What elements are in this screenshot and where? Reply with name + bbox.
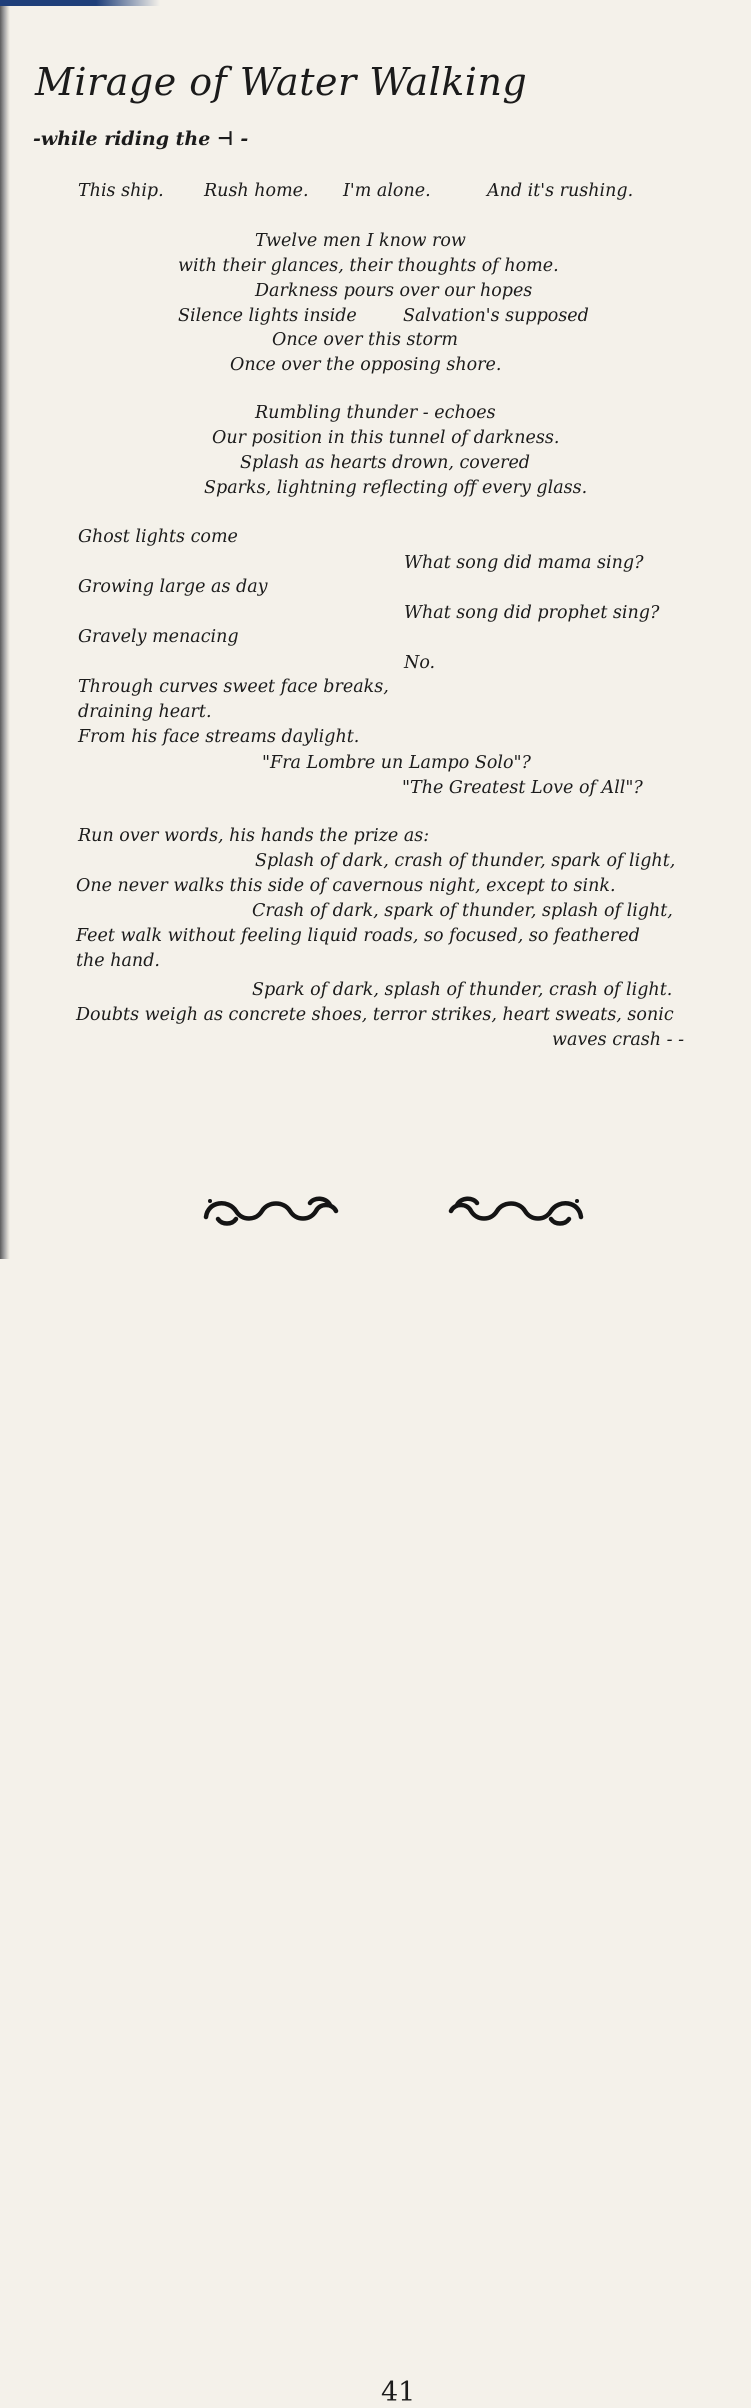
poem-line: "The Greatest Love of All"? — [402, 778, 643, 798]
poem-line: Silence lights inside — [178, 306, 357, 326]
poem-line: draining heart. — [78, 702, 212, 722]
poem-line: Through curves sweet face breaks, — [78, 677, 389, 697]
poem-line: From his face streams daylight. — [78, 727, 360, 747]
poem-line: Splash as hearts drown, covered — [240, 453, 530, 473]
corner-color-strip — [0, 0, 160, 6]
poem-line: Spark of dark, splash of thunder, crash of light. — [252, 980, 673, 1000]
poem-line: Twelve men I know row — [255, 231, 466, 251]
poem-line: One never walks this side of cavernous night, except to sink. — [76, 876, 616, 896]
left-flourish-ornament — [198, 1193, 342, 1229]
poem-line: This ship. — [78, 181, 164, 201]
poem-line: I'm alone. — [343, 181, 431, 201]
poem-line: Rumbling thunder - echoes — [255, 403, 496, 423]
book-spine-shadow — [0, 0, 10, 1259]
poem-line: Once over the opposing shore. — [230, 355, 502, 375]
poem-line: Our position in this tunnel of darkness. — [212, 428, 560, 448]
poem-line: Rush home. — [204, 181, 309, 201]
poem-line: Splash of dark, crash of thunder, spark of light, — [255, 851, 676, 871]
poem-line: Doubts weigh as concrete shoes, terror strikes, heart sweats, sonic — [76, 1005, 674, 1025]
poem-line: Ghost lights come — [78, 527, 238, 547]
poem-line: Sparks, lightning reflecting off every glass. — [204, 478, 588, 498]
poem-line: Darkness pours over our hopes — [255, 281, 533, 301]
poem-line: Run over words, his hands the prize as: — [78, 826, 430, 846]
poem-line: What song did mama sing? — [404, 553, 644, 573]
poem-subtitle: -while riding the ⊣ - — [33, 128, 249, 150]
poem-line: "Fra Lombre un Lampo Solo"? — [262, 753, 531, 773]
poem-line: Gravely menacing — [78, 627, 239, 647]
poem-line: Crash of dark, spark of thunder, splash of light, — [252, 901, 673, 921]
poem-line: with their glances, their thoughts of home. — [178, 256, 559, 276]
poem-line: Salvation's supposed — [403, 306, 589, 326]
page-number: 41 — [381, 2377, 416, 2408]
poem-line: And it's rushing. — [487, 181, 634, 201]
page-footer — [0, 1185, 751, 2408]
poem-line: waves crash - - — [552, 1030, 685, 1050]
poem-line: Feet walk without feeling liquid roads, so focused, so feathered — [76, 926, 640, 946]
poem-line: the hand. — [76, 951, 160, 971]
poem-line: Growing large as day — [78, 577, 268, 597]
poem-line: What song did prophet sing? — [404, 603, 660, 623]
right-flourish-ornament — [445, 1193, 589, 1229]
poem-line: Once over this storm — [272, 330, 458, 350]
poem-title: Mirage of Water Walking — [35, 60, 528, 104]
poem-line: No. — [404, 653, 436, 673]
